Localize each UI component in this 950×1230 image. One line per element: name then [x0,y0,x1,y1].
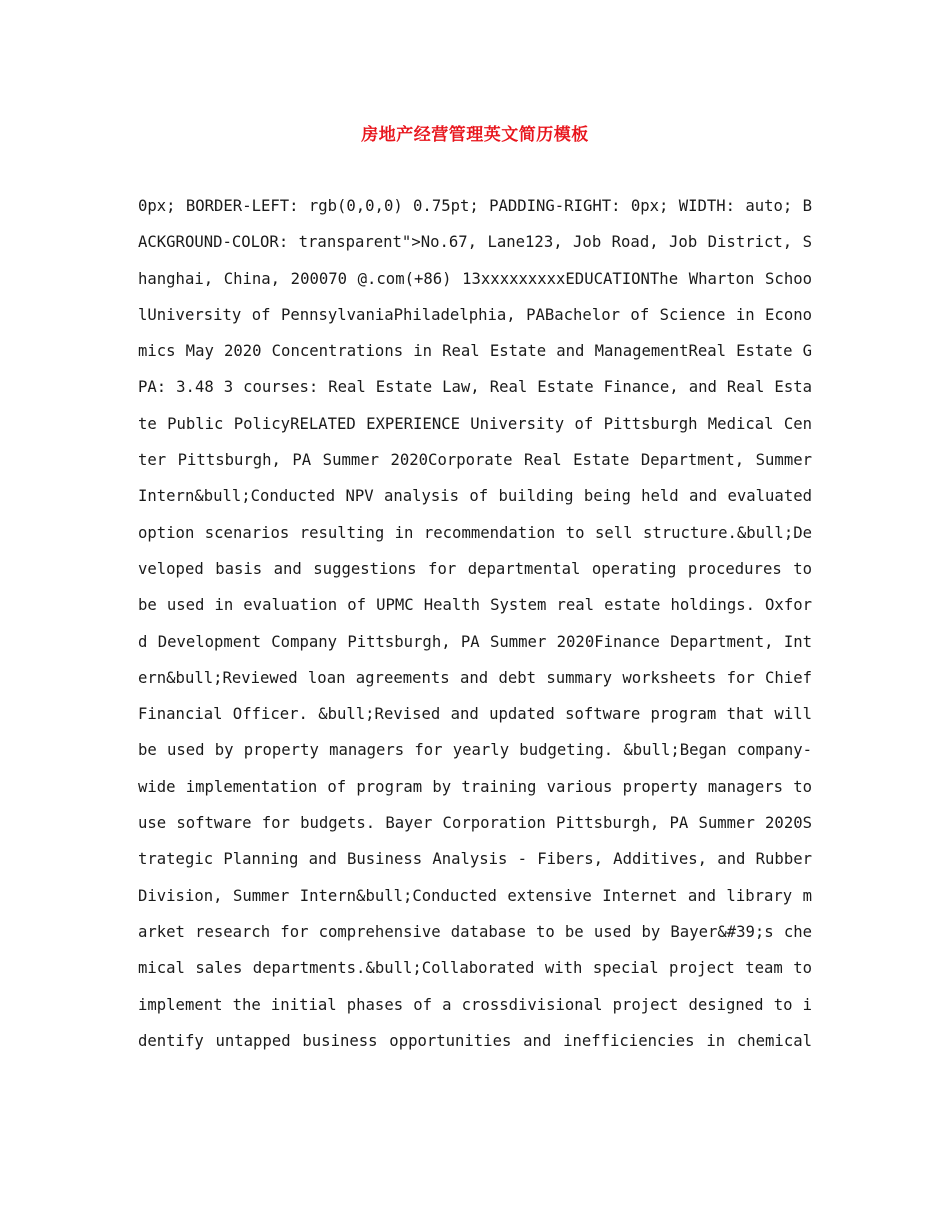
resume-body-text: 0px; BORDER-LEFT: rgb(0,0,0) 0.75pt; PADDING-RIGHT: 0px; WIDTH: auto; BACKGROUND-COLOR: transparent">No.67, Lane123, Job Road, Job District, Shanghai, China, 200070 @.com(+86) 13xxxxxxxxxEDUCATIONThe Wharton SchoolUniversity of PennsylvaniaPhiladelphia, PABachelor of Science in Economics May 2020 Concentrations in Real Estate and ManagementReal Estate GPA: 3.48 3 courses: Real Estate Law, Real Estate Finance, and Real Estate Public PolicyRELATED EXPERIENCE University of Pittsburgh Medical Center Pittsburgh, PA Summer 2020Corporate Real Estate Department, Summer Intern&bull;Conducted NPV analysis of building being held and evaluated option scenarios resulting in recommendation to sell structure.&bull;Developed basis and suggestions for departmental operating procedures to be used in evaluation of UPMC Health System real estate holdings. Oxford Development Company Pittsburgh, PA Summer 2020Finance Department, Intern&bull;Reviewed loan agreements and debt summary worksheets for Chief Financial Officer. &bull;Revised and updated software program that will be used by property managers for yearly budgeting. &bull;Began company-wide implementation of program by training various property managers to use software for budgets. Bayer Corporation Pittsburgh, PA Summer 2020Strategic Planning and Business Analysis - Fibers, Additives, and Rubber Division, Summer Intern&bull;Conducted extensive Internet and library market research for comprehensive database to be used by Bayer&#39;s chemical sales departments.&bull;Collaborated with special project team to implement the initial phases of a crossdivisional project designed to identify untapped business opportunities and inefficiencies in chemical [138,197,812,1050]
document-title: 房地产经营管理英文简历模板 [361,125,589,145]
